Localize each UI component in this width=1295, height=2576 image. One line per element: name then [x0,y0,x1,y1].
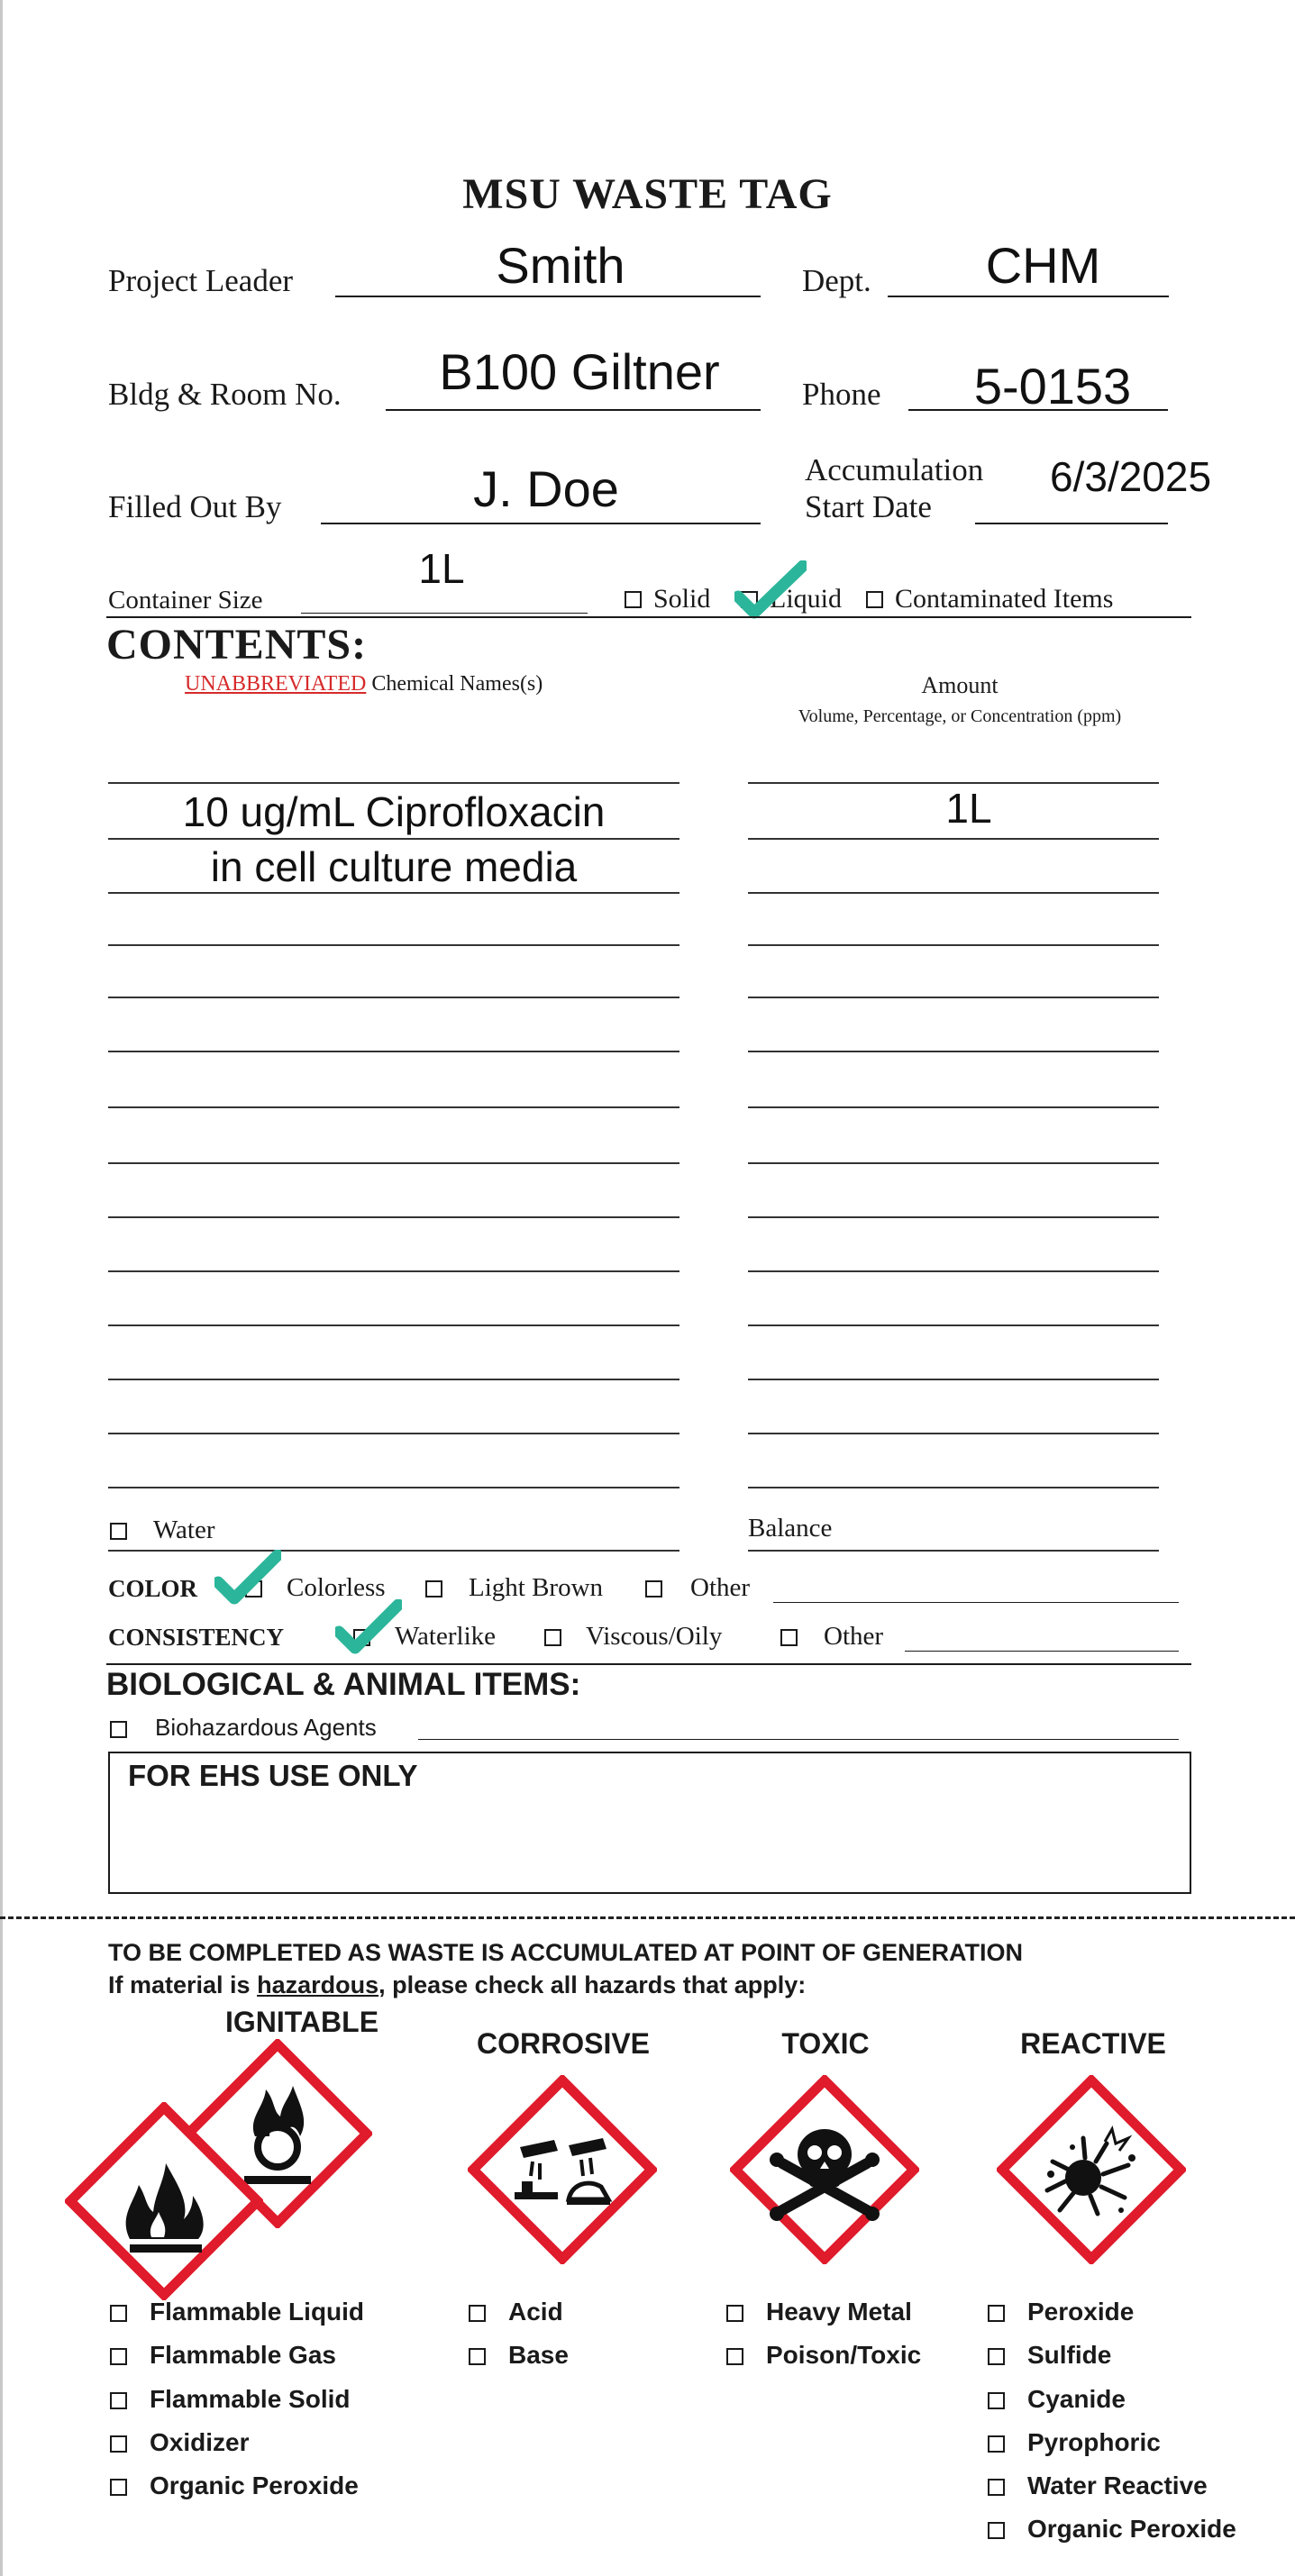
flame-icon [65,2102,263,2300]
container-size-label: Container Size [108,586,263,614]
peroxide-checkbox[interactable] [988,2305,1005,2322]
contents-heading: CONTENTS: [106,621,368,669]
reactive-organic-peroxide-label: Organic Peroxide [1027,2515,1236,2543]
flammable-gas-checkbox[interactable] [110,2348,127,2365]
container-size-field[interactable]: 1L [418,545,465,592]
chemical-name-row-line [108,782,679,784]
tag-title: MSU WASTE TAG [462,170,833,218]
ehs-use-box [108,1752,1191,1894]
chemical-name-row-line [108,1433,679,1434]
page-edge [0,0,3,2576]
instruction-pre: If material is [108,1971,258,1998]
consistency-label: CONSISTENCY [108,1624,285,1651]
amount-row-line [748,944,1159,946]
chemical-name-row-line [108,944,679,946]
consistency-other-line [905,1651,1179,1652]
poison-toxic-checkbox[interactable] [726,2348,743,2365]
colorless-label: Colorless [287,1573,386,1602]
heavy-metal-label: Heavy Metal [766,2298,912,2326]
color-other-label: Other [690,1573,751,1602]
amount-subheader: Volume, Percentage, or Concentration (ppm) [798,706,1122,726]
filled-by-line [321,523,761,524]
skull-crossbones-icon [730,2075,919,2264]
poison-toxic-label: Poison/Toxic [766,2341,922,2369]
hazardous-emph: hazardous [257,1971,379,1998]
corrosive-title: CORROSIVE [476,2027,651,2060]
solid-checkbox[interactable] [625,591,642,608]
chemical-name-line-1[interactable]: 10 ug/mL Ciprofloxacin [182,788,606,835]
container-size-line [301,613,588,614]
water-reactive-label: Water Reactive [1027,2471,1208,2499]
chemical-name-row-line [108,1162,679,1164]
chemical-name-row-line [108,1051,679,1052]
amount-row-line [748,1216,1159,1218]
amount-header: Amount [921,672,999,698]
dept-field[interactable]: CHM [985,237,1101,294]
water-checkbox[interactable] [110,1523,127,1540]
biohazardous-agents-line [418,1739,1179,1740]
biological-heading: BIOLOGICAL & ANIMAL ITEMS: [106,1667,581,1702]
phone-label: Phone [802,377,881,412]
dept-line [888,296,1169,297]
project-leader-line [335,296,761,297]
acid-checkbox[interactable] [469,2305,486,2322]
consistency-other-checkbox[interactable] [780,1629,798,1646]
color-label: COLOR [108,1575,198,1602]
chemical-name-row-line [108,1270,679,1272]
toxic-title: TOXIC [781,2027,870,2060]
amount-row-line [748,1379,1159,1380]
reactive-title: REACTIVE [1020,2027,1166,2060]
amount-row-line [748,1324,1159,1326]
reactive-organic-peroxide-checkbox[interactable] [988,2522,1005,2539]
consistency-separator [106,1663,1191,1665]
chemical-name-row-line [108,838,679,840]
amount-line-1[interactable]: 1L [945,785,992,832]
instruction-line-2 [108,1971,806,1999]
chemical-name-row-line [108,1379,679,1380]
flammable-gas-label: Flammable Gas [150,2341,336,2369]
amount-row-line [748,1550,1159,1552]
start-date-line [975,523,1168,524]
chemical-name-row-line [108,1487,679,1488]
checkmark-icon [734,560,807,620]
flammable-solid-label: Flammable Solid [150,2385,351,2413]
contaminated-items-label: Contaminated Items [895,584,1114,614]
chemical-name-row-line [108,1106,679,1108]
amount-row-line [748,892,1159,894]
water-reactive-checkbox[interactable] [988,2479,1005,2496]
chemical-names-label: Chemical Names(s) [371,672,543,696]
viscous-oily-checkbox[interactable] [544,1629,561,1646]
filled-by-label: Filled Out By [108,489,282,524]
peroxide-label: Peroxide [1027,2298,1135,2326]
instruction-line-1: TO BE COMPLETED AS WASTE IS ACCUMULATED AT POINT OF GENERATION [108,1939,1024,1966]
cyanide-checkbox[interactable] [988,2392,1005,2409]
amount-row-line [748,997,1159,998]
filled-by-field[interactable]: J. Doe [473,460,619,517]
flammable-solid-checkbox[interactable] [110,2392,127,2409]
color-other-line [773,1602,1179,1603]
biohazardous-agents-label: Biohazardous Agents [155,1714,377,1741]
unabbreviated-emph: UNABBREVIATED [185,672,367,696]
chemical-name-row-line [108,1324,679,1326]
sulfide-checkbox[interactable] [988,2348,1005,2365]
checkmark-icon [335,1599,402,1655]
pyrophoric-checkbox[interactable] [988,2435,1005,2453]
dept-label: Dept. [802,263,871,298]
color-other-checkbox[interactable] [645,1580,662,1597]
chemical-names-header [185,672,543,696]
checkmark-icon [214,1550,281,1606]
chemical-name-line-2[interactable]: in cell culture media [210,843,578,890]
balance-label: Balance [748,1514,833,1543]
instruction-post: , please check all hazards that apply: [378,1971,807,1998]
flammable-liquid-label: Flammable Liquid [150,2298,365,2326]
base-label: Base [508,2341,569,2369]
amount-row-line [748,1106,1159,1108]
chemical-name-row-line [108,1216,679,1218]
cut-line [0,1916,1295,1919]
pyrophoric-label: Pyrophoric [1027,2428,1161,2456]
solid-label: Solid [653,584,711,614]
consistency-other-label: Other [824,1622,884,1651]
exploding-bomb-icon [997,2075,1186,2264]
water-label: Water [153,1516,215,1544]
chemical-name-row-line [108,892,679,894]
oxidizer-checkbox[interactable] [110,2435,127,2453]
amount-row-line [748,1487,1159,1488]
corrosion-icon [468,2075,657,2264]
ehs-use-label: FOR EHS USE ONLY [128,1759,418,1792]
start-date-label: Start Date [805,489,932,524]
phone-field[interactable]: 5-0153 [973,358,1132,414]
base-checkbox[interactable] [469,2348,486,2365]
project-leader-label: Project Leader [108,263,294,298]
waterlike-label: Waterlike [395,1622,496,1651]
chemical-name-row-line [108,997,679,998]
accumulation-label: Accumulation [805,452,984,487]
acid-label: Acid [508,2298,563,2326]
light-brown-label: Light Brown [469,1573,604,1602]
heavy-metal-checkbox[interactable] [726,2305,743,2322]
start-date-field[interactable]: 6/3/2025 [1050,453,1212,500]
bldg-room-line [386,409,761,411]
organic-peroxide-checkbox[interactable] [110,2479,127,2496]
flammable-liquid-checkbox[interactable] [110,2305,127,2322]
chemical-name-row-line [108,1550,679,1552]
liquid-label: Liquid [770,584,842,614]
amount-row-line [748,838,1159,840]
oxidizer-label: Oxidizer [150,2428,250,2456]
organic-peroxide-label: Organic Peroxide [150,2471,359,2499]
sulfide-label: Sulfide [1027,2341,1112,2369]
ignitable-title: IGNITABLE [224,2006,379,2038]
cyanide-label: Cyanide [1027,2385,1126,2413]
light-brown-checkbox[interactable] [425,1580,442,1597]
biohazardous-agents-checkbox[interactable] [110,1721,127,1738]
bldg-room-field[interactable]: B100 Giltner [439,343,720,400]
contaminated-items-checkbox[interactable] [866,591,883,608]
amount-row-line [748,1051,1159,1052]
bldg-room-label: Bldg & Room No. [108,377,342,412]
amount-row-line [748,1270,1159,1272]
project-leader-field[interactable]: Smith [496,237,625,294]
amount-row-line [748,1433,1159,1434]
viscous-oily-label: Viscous/Oily [586,1622,723,1651]
amount-row-line [748,1162,1159,1164]
header-separator [106,616,1191,618]
